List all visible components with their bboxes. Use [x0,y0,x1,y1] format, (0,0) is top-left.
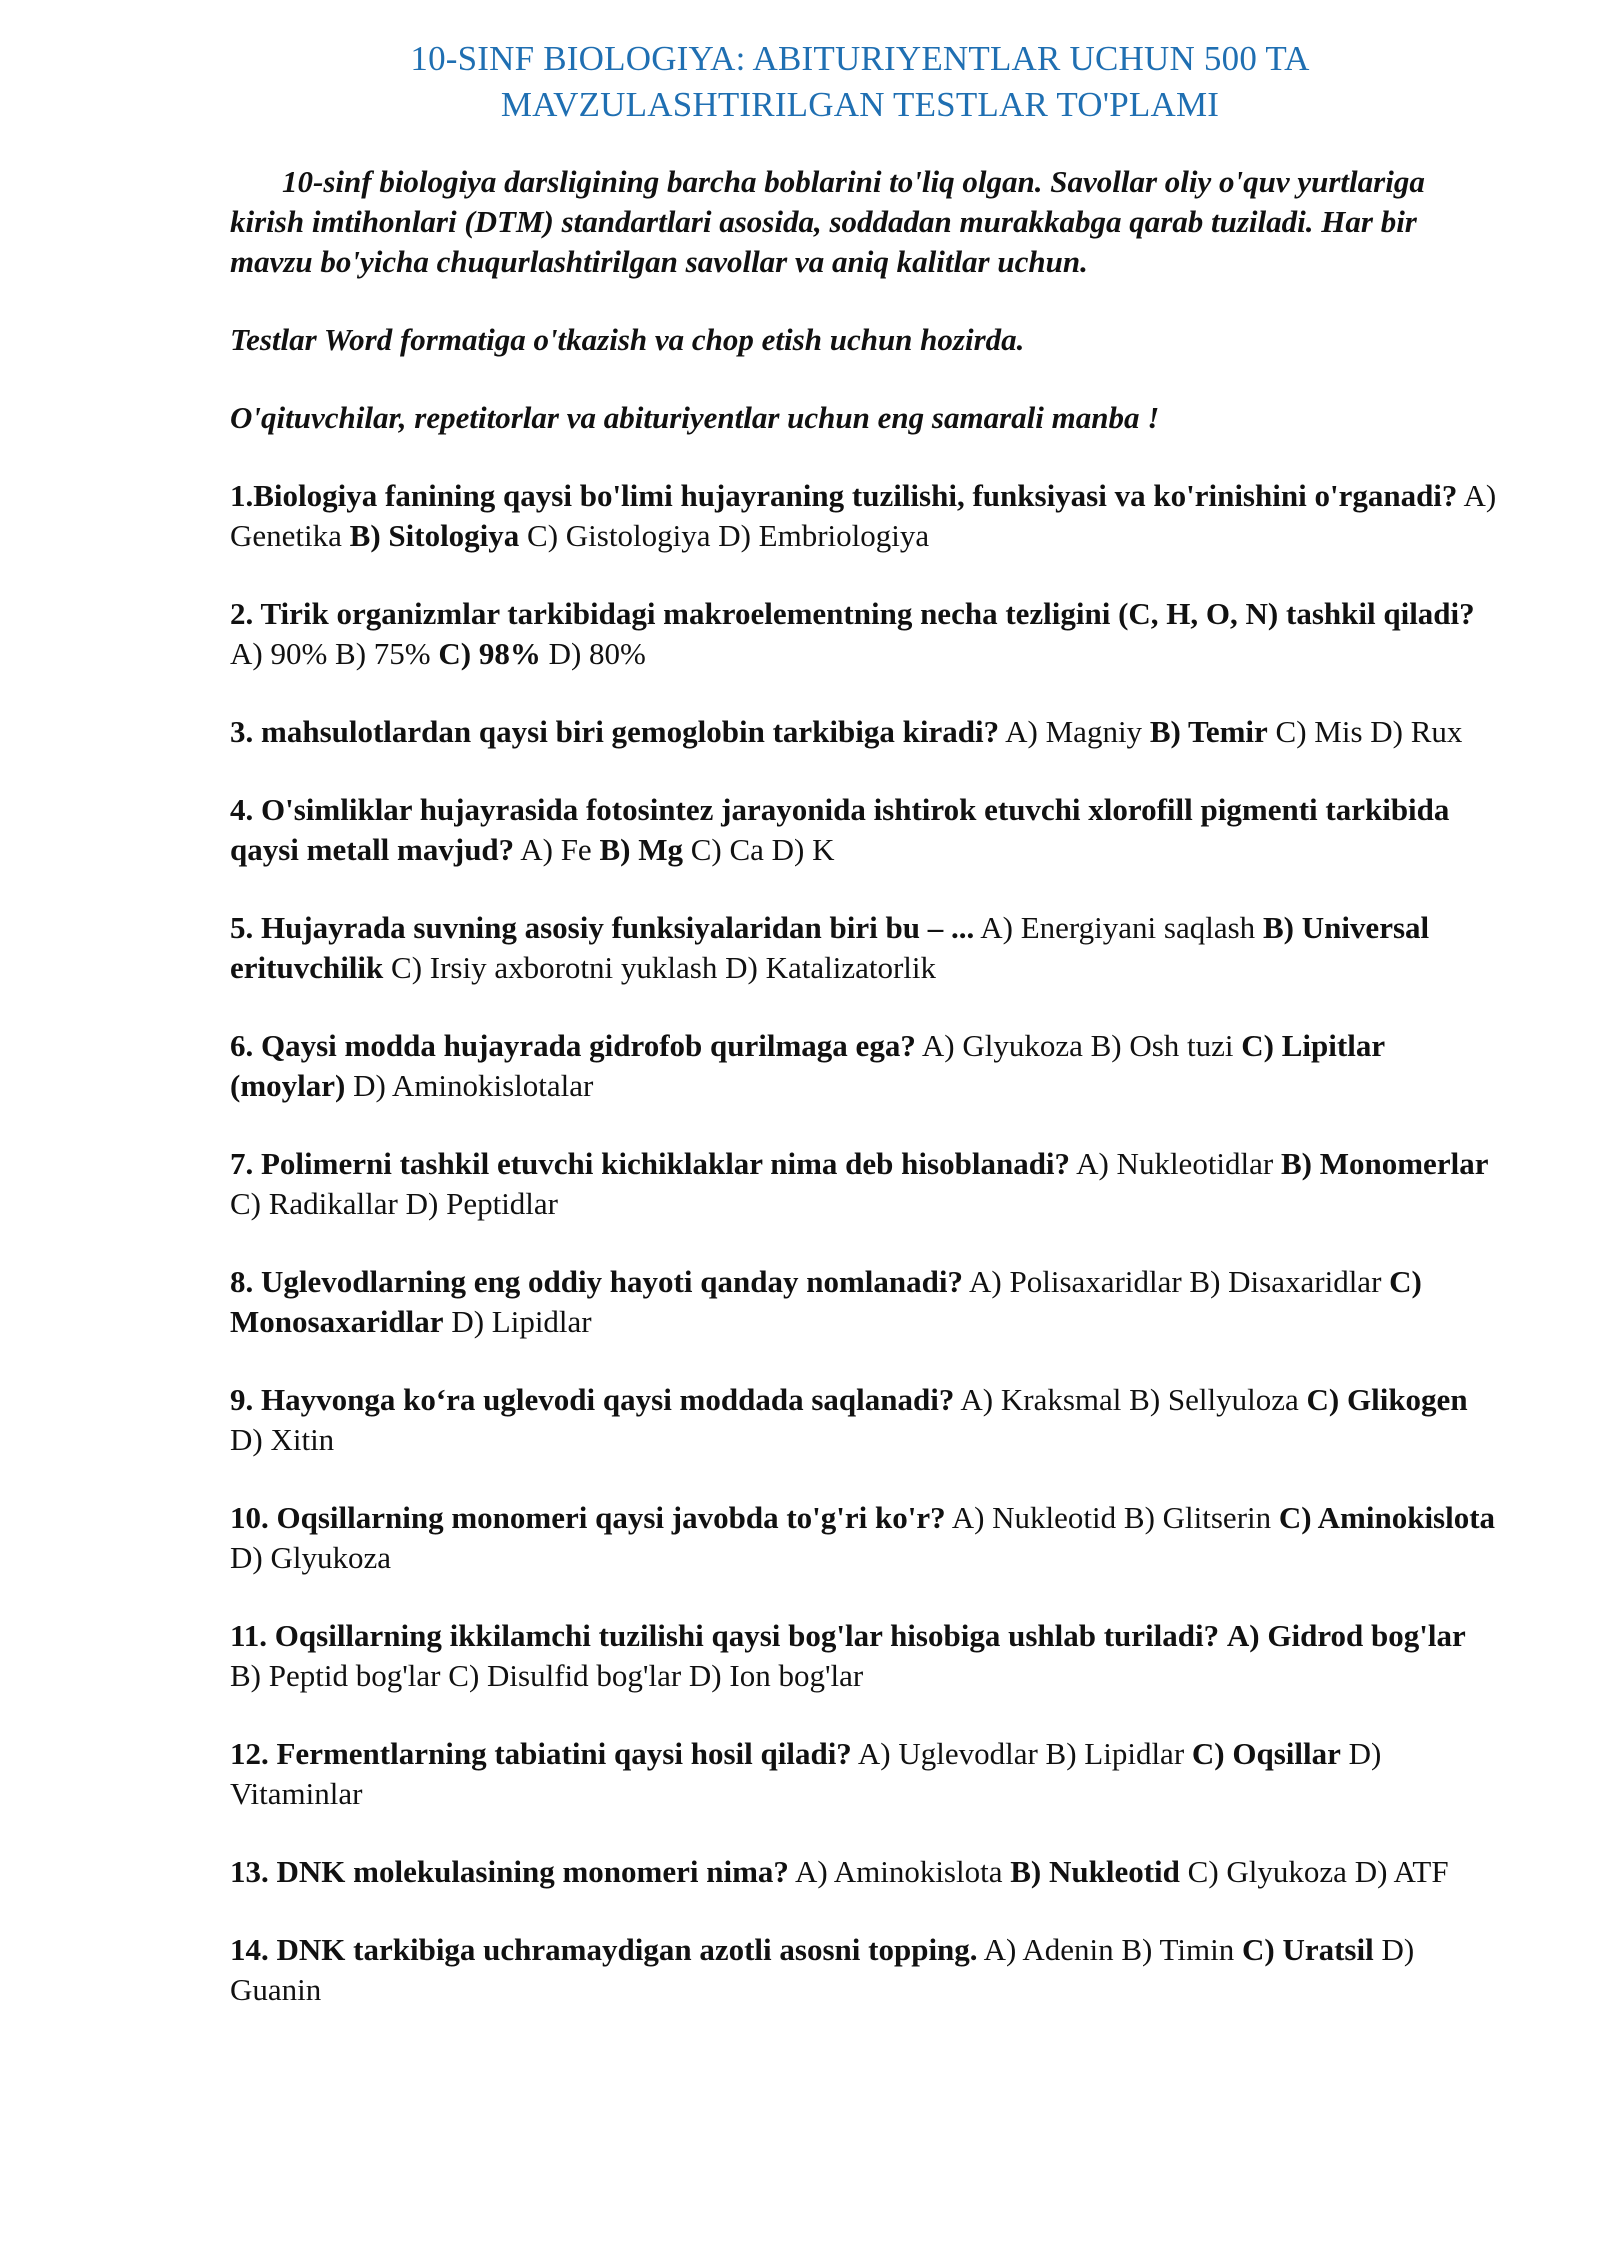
answer-option: C) Mis [1275,714,1363,749]
answer-option: D) Embriologiya [718,518,930,553]
question-item [230,908,1500,988]
question-stem: 12. Fermentlarning tabiatini qaysi hosil qiladi? [230,1736,852,1771]
correct-answer-option: A) Gidrod bog'lar [1226,1618,1466,1653]
question-stem: 5. Hujayrada suvning asosiy funksiyalaridan biri bu – ... [230,910,975,945]
correct-answer-option: B) Temir [1149,714,1268,749]
answer-option: D) 80% [548,636,646,671]
correct-answer-option: B) Universal erituvchilik [230,910,1430,985]
question-stem: 6. Qaysi modda hujayrada gidrofob qurilmaga ega? [230,1028,916,1063]
answer-option: C) Disulfid bog'lar [448,1658,682,1693]
intro-audience-note: O'qituvchilar, repetitorlar va abituriyentlar uchun eng samarali manba ! [230,400,1160,435]
question-item [230,1026,1500,1106]
answer-option: C) Ca [690,832,764,867]
question-item [230,1144,1500,1224]
question-stem: 13. DNK molekulasining monomeri nima? [230,1854,789,1889]
question-stem: 10. Oqsillarning monomeri qaysi javobda to'g'ri ko'r? [230,1500,946,1535]
correct-answer-option: C) 98% [438,636,541,671]
question-item [230,1616,1500,1696]
question-item [230,1734,1500,1814]
answer-option: B) Sellyuloza [1129,1382,1299,1417]
answer-option: D) Katalizatorlik [725,950,936,985]
answer-option: D) Xitin [230,1422,335,1457]
correct-answer-option: C) Oqsillar [1191,1736,1341,1771]
correct-answer-option: B) Monomerlar [1280,1146,1489,1181]
question-stem: 1.Biologiya fanining qaysi bo'limi hujayraning tuzilishi, funksiyasi va ko'rinishini o'rganadi? [230,478,1458,513]
answer-option: D) K [771,832,835,867]
intro-section [230,162,1500,438]
answer-option: D) Guanin [230,1932,1415,2007]
correct-answer-option: C) Monosaxaridlar [230,1264,1422,1339]
answer-option: A) Kraksmal [960,1382,1122,1417]
question-item [230,1498,1500,1578]
question-item [230,1852,1500,1892]
title-line-1: 10-SINF BIOLOGIYA: ABITURIYENTLAR UCHUN 500 TA [410,39,1310,78]
question-stem: 3. mahsulotlardan qaysi biri gemoglobin tarkibiga kiradi? [230,714,1000,749]
correct-answer-option: C) Uratsil [1241,1932,1374,1967]
answer-option: C) Gistologiya [527,518,711,553]
answer-option: B) Osh tuzi [1090,1028,1234,1063]
answer-option: A) Fe [520,832,592,867]
correct-answer-option: C) Glikogen [1306,1382,1468,1417]
question-item [230,1262,1500,1342]
correct-answer-option: B) Mg [599,832,683,867]
question-stem: 4. O'simliklar hujayrasida fotosintez jarayonida ishtirok etuvchi xlorofill pigmenti tarkibida qaysi metall mavjud? [230,792,1450,867]
question-list [230,476,1500,2048]
answer-option: A) Magniy [1005,714,1143,749]
answer-option: A) 90% [230,636,328,671]
answer-option: A) Nukleotidlar [1076,1146,1274,1181]
answer-option: A) Aminokislota [794,1854,1003,1889]
answer-option: A) Uglevodlar [857,1736,1038,1771]
answer-option: D) Ion bog'lar [688,1658,864,1693]
answer-option: C) Irsiy axborotni yuklash [391,950,718,985]
answer-option: A) Genetika [230,478,1497,553]
answer-option: D) Vitaminlar [230,1736,1382,1811]
question-stem: 9. Hayvonga ko‘ra uglevodi qaysi moddada saqlanadi? [230,1382,955,1417]
answer-option: D) Glyukoza [230,1540,391,1575]
document-title [230,36,1490,128]
answer-option: C) Glyukoza [1187,1854,1347,1889]
question-stem: 7. Polimerni tashkil etuvchi kichiklaklar nima deb hisoblanadi? [230,1146,1071,1181]
correct-answer-option: C) Aminokislota [1278,1500,1496,1535]
answer-option: D) Aminokislotalar [353,1068,594,1103]
intro-paragraph: 10-sinf biologiya darsligining barcha boblarini to'liq olgan. Savollar oliy o'quv yurtlariga kirish imtihonlari (DTM) standartlari asosida, soddadan murakkabga qarab tuziladi. Har bir mavzu bo'yicha chuqurlashtirilgan savollar va aniq kalitlar uchun. [230,164,1425,279]
answer-option: A) Polisaxaridlar [969,1264,1182,1299]
answer-option: B) Lipidlar [1045,1736,1185,1771]
title-line-2: MAVZULASHTIRILGAN TESTLAR TO'PLAMI [500,85,1220,124]
question-item [230,1930,1500,2010]
answer-option: C) Radikallar [230,1186,398,1221]
answer-option: A) Nukleotid [951,1500,1117,1535]
question-stem: 14. DNK tarkibiga uchramaydigan azotli asosni topping. [230,1932,978,1967]
answer-option: D) ATF [1354,1854,1449,1889]
answer-option: B) Glitserin [1123,1500,1272,1535]
question-stem: 2. Tirik organizmlar tarkibidagi makroelementning necha tezligini (C, H, O, N) tashkil qiladi? [230,596,1475,631]
correct-answer-option: B) Sitologiya [349,518,520,553]
answer-option: A) Glyukoza [921,1028,1083,1063]
answer-option: D) Lipidlar [451,1304,592,1339]
question-item [230,790,1500,870]
answer-option: B) Timin [1121,1932,1235,1967]
correct-answer-option: C) Lipitlar (moylar) [230,1028,1385,1103]
question-item [230,594,1500,674]
answer-option: B) Peptid bog'lar [230,1658,441,1693]
question-item [230,476,1500,556]
question-stem: 11. Oqsillarning ikkilamchi tuzilishi qaysi bog'lar hisobiga ushlab turiladi? [230,1618,1220,1653]
answer-option: B) Disaxaridlar [1189,1264,1382,1299]
question-item [230,1380,1500,1460]
question-item [230,712,1500,752]
question-stem: 8. Uglevodlarning eng oddiy hayoti qanday nomlanadi? [230,1264,963,1299]
correct-answer-option: B) Nukleotid [1010,1854,1180,1889]
answer-option: A) Adenin [983,1932,1114,1967]
answer-option: D) Peptidlar [405,1186,559,1221]
intro-format-note: Testlar Word formatiga o'tkazish va chop etish uchun hozirda. [230,322,1025,357]
answer-option: D) Rux [1370,714,1463,749]
answer-option: A) Energiyani saqlash [980,910,1256,945]
answer-option: B) 75% [335,636,431,671]
